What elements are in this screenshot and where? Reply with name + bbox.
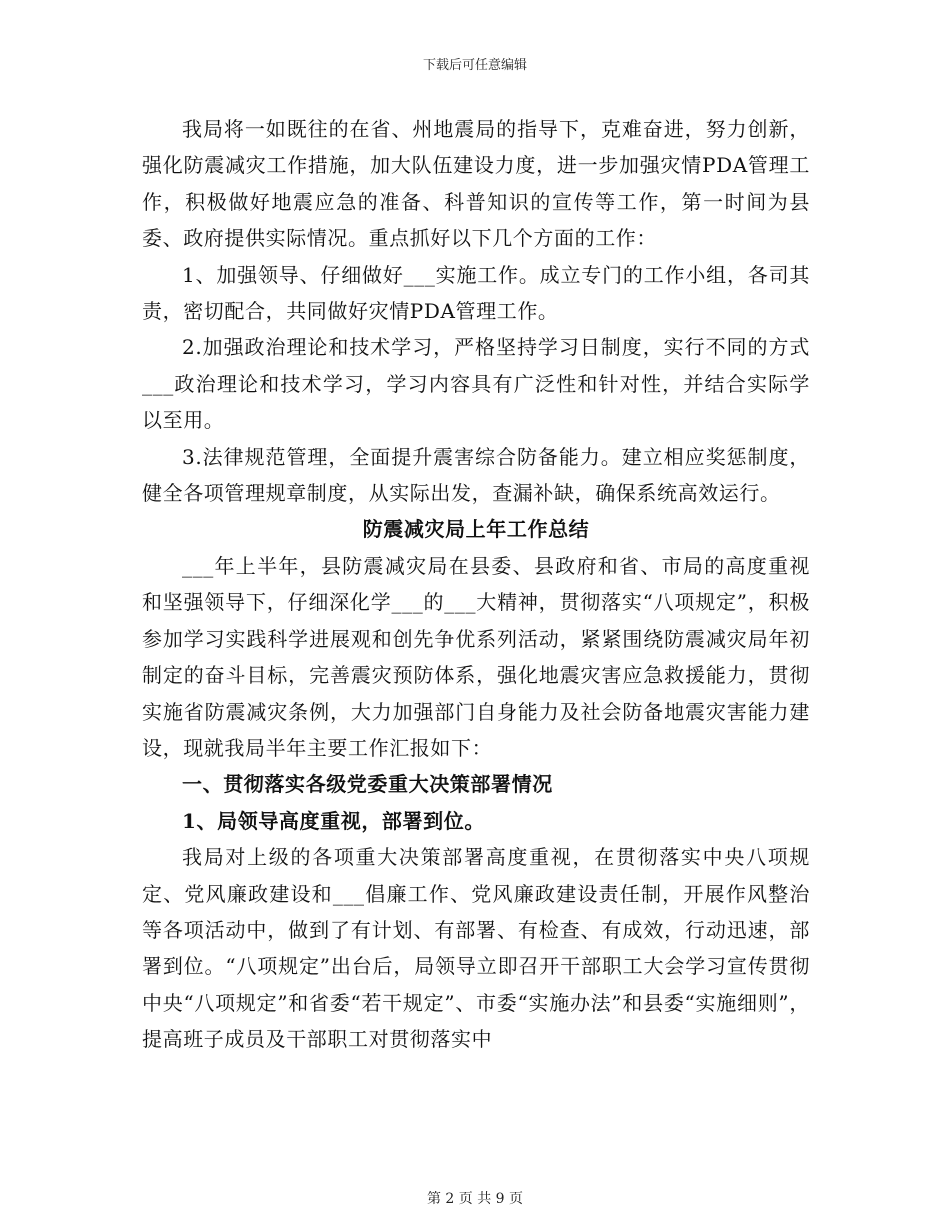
- section-heading-1: 一、贯彻落实各级党委重大决策部署情况: [182, 772, 553, 797]
- document-body: [142, 111, 810, 1058]
- paragraph-item-2: 2.加强政治理论和技术学习，严格坚持学习日制度，实行不同的方式___政治理论和技术学习，学习内容具有广泛性和针对性，并结合实际学以至用。: [142, 335, 810, 433]
- page-header: 下载后可任意编辑: [422, 58, 527, 73]
- paragraph-item-1: 1、加强领导、仔细做好___实施工作。成立专门的工作小组，各司其责，密切配合，共同做好灾情PDA管理工作。: [142, 262, 810, 324]
- section-body: 我局对上级的各项重大决策部署高度重视，在贯彻落实中央八项规定、党风廉政建设和___倡廉工作、党风廉政建设责任制，开展作风整治等各项活动中，做到了有计划、有部署、有检查、有成效，行动迅速，部署到位。“八项规定”出台后，局领导立即召开干部职工大会学习宣传贯彻中央“八项规定”和省委“若干规定”、市委“实施办法”和县委“实施细则”，提高班子成员及干部职工对贯彻落实中: [142, 845, 810, 1052]
- section-intro: ___年上半年，县防震减灾局在县委、县政府和省、市局的高度重视和坚强领导下，仔细深化学___的___大精神，贯彻落实“八项规定”，积极参加学习实践科学进展观和创先争优系列活动，紧紧围绕防震减灾局年初制定的奋斗目标，完善震灾预防体系，强化地震灾害应急救援能力，贯彻实施省防震减灾条例，大力加强部门自身能力及社会防备地震灾害能力建设，现就我局半年主要工作汇报如下：: [142, 553, 810, 760]
- section-title: 防震减灾局上年工作总结: [362, 517, 590, 542]
- paragraph-plan-intro: 我局将一如既往的在省、州地震局的指导下，克难奋进，努力创新，强化防震减灾工作措施，加大队伍建设力度，进一步加强灾情PDA管理工作，积极做好地震应急的准备、科普知识的宣传等工作，第一时间为县委、政府提供实际情况。重点抓好以下几个方面的工作：: [142, 117, 810, 251]
- section-heading-2: 1、局领导高度重视，部署到位。: [182, 808, 485, 833]
- paragraph-item-3: 3.法律规范管理，全面提升震害综合防备能力。建立相应奖惩制度，健全各项管理规章制度，从实际出发，查漏补缺，确保系统高效运行。: [142, 444, 810, 506]
- page-footer: 第 2 页 共 9 页: [426, 1191, 524, 1207]
